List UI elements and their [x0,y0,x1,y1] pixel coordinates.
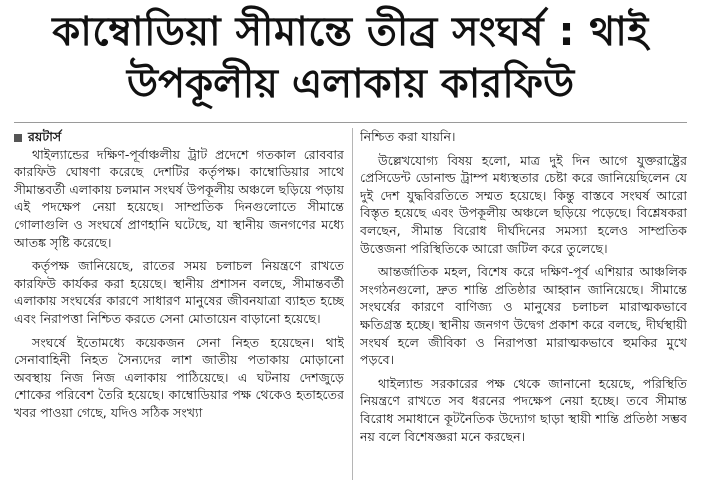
bullet-square-icon [14,134,22,142]
paragraph: থাইল্যান্ডের দক্ষিণ-পূর্বাঞ্চলীয় ট্রাট প্রদেশে গতকাল রোববার কারফিউ ঘোষণা করেছে দেশটির কর্তৃপক্ষ। কাম্বোডিয়ার সাথে সীমান্তবর্তী এলাকায় চলমান সংঘর্ষ উপকূলীয় অঞ্চলে ছড়িয়ে পড়ায় এই পদক্ষেপ নেয়া হয়েছে। সাম্প্রতিক দিনগুলোতে সীমান্তে গোলাগুলি ও সংঘর্ষে প্রাণহানি ঘটেছে, যা স্থানীয় জনগণের মধ্যে আতঙ্ক সৃষ্টি করেছে। [14,146,344,250]
headline [0,6,701,110]
paragraph: থাইল্যান্ড সরকারের পক্ষ থেকে জানানো হয়েছে, পরিস্থিতি নিয়ন্ত্রণে রাখতে সব ধরনের পদক্ষেপ নেয়া হচ্ছে। তবে সীমান্ত বিরোধ সমাধানে কূটনৈতিক উদ্যোগ ছাড়া স্থায়ী শান্তি প্রতিষ্ঠা সম্ভব নয় বলে বিশেষজ্ঞরা মনে করছেন। [360,375,687,444]
column-divider [352,128,353,480]
paragraph: সংঘর্ষে ইতোমধ্যে কয়েকজন সেনা নিহত হয়েছেন। থাই সেনাবাহিনী নিহত সৈন্যদের লাশ জাতীয় পতাকায় মোড়ানো অবস্থায় নিজ নিজ এলাকায় পাঠিয়েছে। এ ঘটনায় দেশজুড়ে শোকের পরিবেশ তৈরি হয়েছে। কাম্বোডিয়ার পক্ষ থেকেও হতাহতের খবর পাওয়া গেছে, যদিও সঠিক সংখ্যা [14,334,344,420]
paragraph: আন্তর্জাতিক মহল, বিশেষ করে দক্ষিণ-পূর্ব এশিয়ার আঞ্চলিক সংগঠনগুলো, দ্রুত শান্তি প্রতিষ্ঠার আহ্বান জানিয়েছে। সীমান্তে সংঘর্ষের কারণে বাণিজ্য ও মানুষের চলাচল মারাত্মকভাবে ক্ষতিগ্রস্ত হচ্ছে। স্থানীয় জনগণ উদ্বেগ প্রকাশ করে বলছে, দীর্ঘস্থায়ী সংঘর্ষ হলে জীবিকা ও নিরাপত্তা মারাত্মকভাবে হুমকির মুখে পড়বে। [360,264,687,368]
article-column-left [14,128,344,484]
paragraph: উল্লেখযোগ্য বিষয় হলো, মাত্র দুই দিন আগে যুক্তরাষ্ট্রের প্রেসিডেন্ট ডোনাল্ড ট্রাম্প মধ্যস্থতার চেষ্টা করে জানিয়েছিলেন যে দুই দেশ যুদ্ধবিরতিতে সম্মত হয়েছে। কিন্তু বাস্তবে সংঘর্ষ আরো বিস্তৃত হয়েছে এবং উপকূলীয় অঞ্চলে ছড়িয়ে পড়েছে। বিশ্লেষকরা বলছেন, সীমান্ত বিরোধ দীর্ঘদিনের সমস্যা হলেও সাম্প্রতিক উত্তেজনা পরিস্থিতিকে আরো জটিল করে তুলেছে। [360,152,687,256]
dateline-text: রয়টার্স [28,129,62,144]
headline-rule [14,122,687,123]
article-column-right [360,128,687,484]
dateline [14,128,344,146]
paragraph: কর্তৃপক্ষ জানিয়েছে, রাতের সময় চলাচল নিয়ন্ত্রণে রাখতে কারফিউ কার্যকর করা হয়েছে। স্থানীয় প্রশাসন বলছে, সীমান্তবর্তী এলাকায় সংঘর্ষের কারণে সাধারণ মানুষের জীবনযাত্রা ব্যাহত হচ্ছে এবং নিরাপত্তা নিশ্চিত করতে সেনা মোতায়েন বাড়ানো হয়েছে। [14,258,344,326]
headline-line-1: কাম্বোডিয়া সীমান্তে তীব্র সংঘর্ষ : থাই [52,9,649,55]
paragraph-continued: নিশ্চিত করা যায়নি। [360,129,456,144]
headline-line-2: উপকূলীয় এলাকায় কারফিউ [126,61,575,107]
